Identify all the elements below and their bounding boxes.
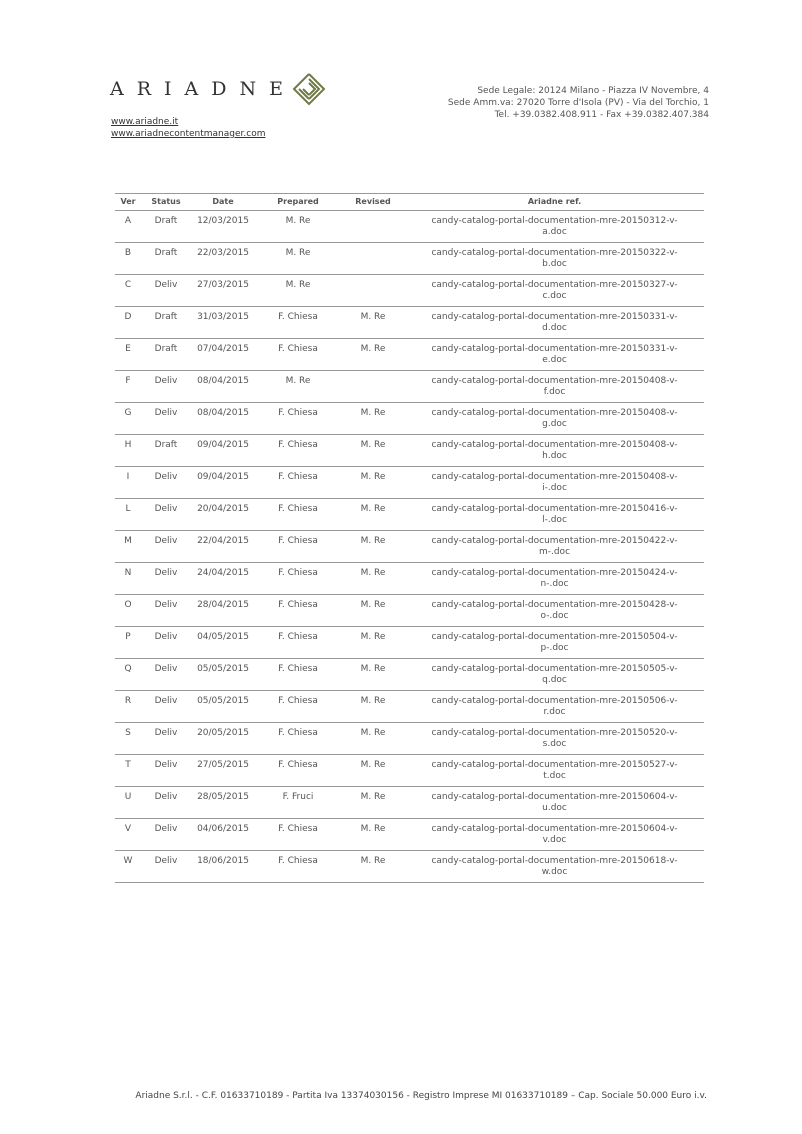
revised-cell: M. Re — [341, 563, 405, 595]
status-cell: Draft — [141, 307, 191, 339]
ref-line-2: e.doc — [542, 355, 567, 365]
status-cell: Draft — [141, 435, 191, 467]
prepared-cell: F. Chiesa — [255, 467, 341, 499]
ref-cell — [405, 339, 704, 371]
revised-cell: M. Re — [341, 851, 405, 883]
table-row — [115, 371, 704, 403]
status-cell: Deliv — [141, 723, 191, 755]
ref-line-2: l-.doc — [542, 515, 567, 525]
prepared-cell: F. Chiesa — [255, 563, 341, 595]
footer-company-info: Ariadne S.r.l. - C.F. 01633710189 - Partita Iva 13374030156 - Registro Imprese MI 01633710189 – Cap. Sociale 50.000 Euro i.v. — [135, 1091, 707, 1101]
status-cell: Draft — [141, 243, 191, 275]
ref-line-1: candy-catalog-portal-documentation-mre-20150504-v- — [431, 632, 678, 642]
status-cell: Deliv — [141, 787, 191, 819]
date-cell: 05/05/2015 — [191, 691, 255, 723]
ref-line-2: w.doc — [541, 867, 568, 877]
ref-line-1: candy-catalog-portal-documentation-mre-20150527-v- — [431, 760, 678, 770]
website-links — [111, 116, 265, 140]
table-row — [115, 531, 704, 563]
date-cell: 24/04/2015 — [191, 563, 255, 595]
ref-line-1: candy-catalog-portal-documentation-mre-20150331-v- — [431, 312, 678, 322]
table-row — [115, 819, 704, 851]
address-line-phone: Tel. +39.0382.408.911 - Fax +39.0382.407.384 — [494, 110, 709, 120]
ref-line-1: candy-catalog-portal-documentation-mre-20150604-v- — [431, 792, 678, 802]
date-cell: 31/03/2015 — [191, 307, 255, 339]
ariadne-logo-icon — [292, 72, 326, 106]
date-cell: 07/04/2015 — [191, 339, 255, 371]
ref-line-1: candy-catalog-portal-documentation-mre-20150312-v- — [431, 216, 678, 226]
ref-line-2: s.doc — [542, 739, 567, 749]
ref-line-2: v.doc — [542, 835, 567, 845]
ver-cell: U — [115, 787, 141, 819]
prepared-cell: F. Chiesa — [255, 819, 341, 851]
date-cell: 22/04/2015 — [191, 531, 255, 563]
table-row — [115, 627, 704, 659]
ref-line-1: candy-catalog-portal-documentation-mre-20150408-v- — [431, 440, 678, 450]
ref-cell — [405, 211, 704, 243]
revised-cell: M. Re — [341, 403, 405, 435]
ref-line-2: a.doc — [542, 227, 567, 237]
date-cell: 22/03/2015 — [191, 243, 255, 275]
table-row — [115, 403, 704, 435]
revised-cell: M. Re — [341, 819, 405, 851]
status-cell: Deliv — [141, 563, 191, 595]
ref-line-2: u.doc — [542, 803, 567, 813]
ver-cell: E — [115, 339, 141, 371]
ver-cell: R — [115, 691, 141, 723]
ref-cell — [405, 691, 704, 723]
address-line-legal: Sede Legale: 20124 Milano - Piazza IV Novembre, 4 — [477, 86, 709, 96]
ref-line-2: m-.doc — [538, 547, 571, 557]
ref-line-1: candy-catalog-portal-documentation-mre-20150327-v- — [431, 280, 678, 290]
prepared-cell: F. Chiesa — [255, 435, 341, 467]
ref-line-2: q.doc — [542, 675, 567, 685]
ref-cell — [405, 563, 704, 595]
col-revised: Revised — [341, 194, 405, 211]
ref-line-2: o-.doc — [540, 611, 569, 621]
ref-line-2: h.doc — [542, 451, 567, 461]
table-row — [115, 787, 704, 819]
status-cell: Draft — [141, 211, 191, 243]
revised-cell: M. Re — [341, 531, 405, 563]
date-cell: 18/06/2015 — [191, 851, 255, 883]
ver-cell: C — [115, 275, 141, 307]
table-row — [115, 691, 704, 723]
col-date: Date — [191, 194, 255, 211]
revised-cell: M. Re — [341, 435, 405, 467]
prepared-cell: F. Chiesa — [255, 755, 341, 787]
ver-cell: L — [115, 499, 141, 531]
ref-cell — [405, 531, 704, 563]
table-row — [115, 211, 704, 243]
ref-line-2: n-.doc — [540, 579, 569, 589]
status-cell: Deliv — [141, 819, 191, 851]
col-ver: Ver — [115, 194, 141, 211]
status-cell: Deliv — [141, 467, 191, 499]
ver-cell: D — [115, 307, 141, 339]
prepared-cell: F. Chiesa — [255, 659, 341, 691]
ref-line-1: candy-catalog-portal-documentation-mre-20150424-v- — [431, 568, 678, 578]
table-row — [115, 275, 704, 307]
ref-line-1: candy-catalog-portal-documentation-mre-20150618-v- — [431, 856, 678, 866]
col-ariadne-ref: Ariadne ref. — [405, 194, 704, 211]
prepared-cell: F. Chiesa — [255, 595, 341, 627]
ref-cell — [405, 723, 704, 755]
date-cell: 08/04/2015 — [191, 371, 255, 403]
status-cell: Deliv — [141, 691, 191, 723]
logo-text: ARIADNE — [110, 78, 296, 100]
ref-cell — [405, 467, 704, 499]
ref-cell — [405, 307, 704, 339]
website-link[interactable]: www.ariadne.it — [111, 117, 179, 127]
ver-cell: G — [115, 403, 141, 435]
status-cell: Deliv — [141, 755, 191, 787]
date-cell: 09/04/2015 — [191, 467, 255, 499]
ver-cell: S — [115, 723, 141, 755]
status-cell: Deliv — [141, 531, 191, 563]
revised-cell — [341, 275, 405, 307]
content-manager-link[interactable]: www.ariadnecontentmanager.com — [111, 129, 266, 139]
prepared-cell: F. Fruci — [255, 787, 341, 819]
prepared-cell: F. Chiesa — [255, 403, 341, 435]
ref-line-2: t.doc — [543, 771, 566, 781]
prepared-cell: F. Chiesa — [255, 307, 341, 339]
table-row — [115, 659, 704, 691]
prepared-cell: M. Re — [255, 211, 341, 243]
prepared-cell: M. Re — [255, 275, 341, 307]
revised-cell: M. Re — [341, 627, 405, 659]
address-line-admin: Sede Amm.va: 27020 Torre d'Isola (PV) - Via del Torchio, 1 — [447, 98, 709, 108]
status-cell: Deliv — [141, 499, 191, 531]
status-cell: Deliv — [141, 403, 191, 435]
status-cell: Deliv — [141, 659, 191, 691]
ref-line-1: candy-catalog-portal-documentation-mre-20150331-v- — [431, 344, 678, 354]
ref-cell — [405, 499, 704, 531]
ref-line-1: candy-catalog-portal-documentation-mre-20150322-v- — [431, 248, 678, 258]
ver-cell: F — [115, 371, 141, 403]
table-row — [115, 563, 704, 595]
ref-line-1: candy-catalog-portal-documentation-mre-20150506-v- — [431, 696, 678, 706]
table-row — [115, 755, 704, 787]
ver-cell: Q — [115, 659, 141, 691]
prepared-cell: F. Chiesa — [255, 723, 341, 755]
revision-table — [115, 193, 704, 883]
date-cell: 09/04/2015 — [191, 435, 255, 467]
ref-line-2: f.doc — [543, 387, 566, 397]
ref-line-2: i-.doc — [542, 483, 567, 493]
ref-cell — [405, 371, 704, 403]
table-row — [115, 307, 704, 339]
ref-line-1: candy-catalog-portal-documentation-mre-20150422-v- — [431, 536, 678, 546]
table-row — [115, 467, 704, 499]
status-cell: Deliv — [141, 627, 191, 659]
revised-cell: M. Re — [341, 787, 405, 819]
date-cell: 08/04/2015 — [191, 403, 255, 435]
ref-line-1: candy-catalog-portal-documentation-mre-20150505-v- — [431, 664, 678, 674]
col-prepared: Prepared — [255, 194, 341, 211]
date-cell: 04/05/2015 — [191, 627, 255, 659]
date-cell: 28/05/2015 — [191, 787, 255, 819]
table-row — [115, 851, 704, 883]
prepared-cell: F. Chiesa — [255, 499, 341, 531]
ref-cell — [405, 435, 704, 467]
date-cell: 04/06/2015 — [191, 819, 255, 851]
status-cell: Deliv — [141, 371, 191, 403]
ref-cell — [405, 659, 704, 691]
ref-line-1: candy-catalog-portal-documentation-mre-20150520-v- — [431, 728, 678, 738]
ref-cell — [405, 243, 704, 275]
prepared-cell: M. Re — [255, 371, 341, 403]
ref-line-2: c.doc — [542, 291, 567, 301]
ref-line-1: candy-catalog-portal-documentation-mre-20150408-v- — [431, 376, 678, 386]
ref-line-1: candy-catalog-portal-documentation-mre-20150408-v- — [431, 408, 678, 418]
prepared-cell: M. Re — [255, 243, 341, 275]
date-cell: 12/03/2015 — [191, 211, 255, 243]
ref-line-2: b.doc — [542, 259, 567, 269]
ref-cell — [405, 819, 704, 851]
date-cell: 27/05/2015 — [191, 755, 255, 787]
status-cell: Deliv — [141, 275, 191, 307]
ref-cell — [405, 595, 704, 627]
revised-cell: M. Re — [341, 467, 405, 499]
table-header-row — [115, 194, 704, 211]
table-row — [115, 723, 704, 755]
prepared-cell: F. Chiesa — [255, 691, 341, 723]
table-row — [115, 435, 704, 467]
date-cell: 27/03/2015 — [191, 275, 255, 307]
ref-cell — [405, 627, 704, 659]
revised-cell — [341, 243, 405, 275]
ver-cell: N — [115, 563, 141, 595]
status-cell: Deliv — [141, 851, 191, 883]
ref-cell — [405, 787, 704, 819]
ver-cell: I — [115, 467, 141, 499]
ref-line-2: g.doc — [542, 419, 567, 429]
ref-line-1: candy-catalog-portal-documentation-mre-20150428-v- — [431, 600, 678, 610]
revised-cell: M. Re — [341, 499, 405, 531]
ver-cell: P — [115, 627, 141, 659]
ref-cell — [405, 403, 704, 435]
prepared-cell: F. Chiesa — [255, 339, 341, 371]
ref-line-1: candy-catalog-portal-documentation-mre-20150416-v- — [431, 504, 678, 514]
prepared-cell: F. Chiesa — [255, 531, 341, 563]
ref-cell — [405, 275, 704, 307]
revised-cell: M. Re — [341, 659, 405, 691]
company-logo — [110, 72, 326, 106]
ver-cell: W — [115, 851, 141, 883]
status-cell: Deliv — [141, 595, 191, 627]
ver-cell: A — [115, 211, 141, 243]
prepared-cell: F. Chiesa — [255, 627, 341, 659]
date-cell: 20/05/2015 — [191, 723, 255, 755]
revised-cell: M. Re — [341, 307, 405, 339]
revised-cell: M. Re — [341, 723, 405, 755]
ref-cell — [405, 755, 704, 787]
table-row — [115, 499, 704, 531]
ver-cell: T — [115, 755, 141, 787]
revised-cell — [341, 371, 405, 403]
ref-cell — [405, 851, 704, 883]
date-cell: 28/04/2015 — [191, 595, 255, 627]
col-status: Status — [141, 194, 191, 211]
ver-cell: O — [115, 595, 141, 627]
table-row — [115, 595, 704, 627]
ver-cell: B — [115, 243, 141, 275]
date-cell: 05/05/2015 — [191, 659, 255, 691]
ref-line-2: r.doc — [543, 707, 566, 717]
ref-line-1: candy-catalog-portal-documentation-mre-20150408-v- — [431, 472, 678, 482]
table-row — [115, 339, 704, 371]
revised-cell: M. Re — [341, 691, 405, 723]
ver-cell: M — [115, 531, 141, 563]
ref-line-1: candy-catalog-portal-documentation-mre-20150604-v- — [431, 824, 678, 834]
ver-cell: H — [115, 435, 141, 467]
ref-line-2: d.doc — [542, 323, 567, 333]
table-row — [115, 243, 704, 275]
status-cell: Draft — [141, 339, 191, 371]
revised-cell: M. Re — [341, 755, 405, 787]
revised-cell: M. Re — [341, 595, 405, 627]
prepared-cell: F. Chiesa — [255, 851, 341, 883]
date-cell: 20/04/2015 — [191, 499, 255, 531]
ver-cell: V — [115, 819, 141, 851]
ref-line-2: p-.doc — [540, 643, 569, 653]
company-address — [448, 85, 709, 121]
revised-cell: M. Re — [341, 339, 405, 371]
revised-cell — [341, 211, 405, 243]
